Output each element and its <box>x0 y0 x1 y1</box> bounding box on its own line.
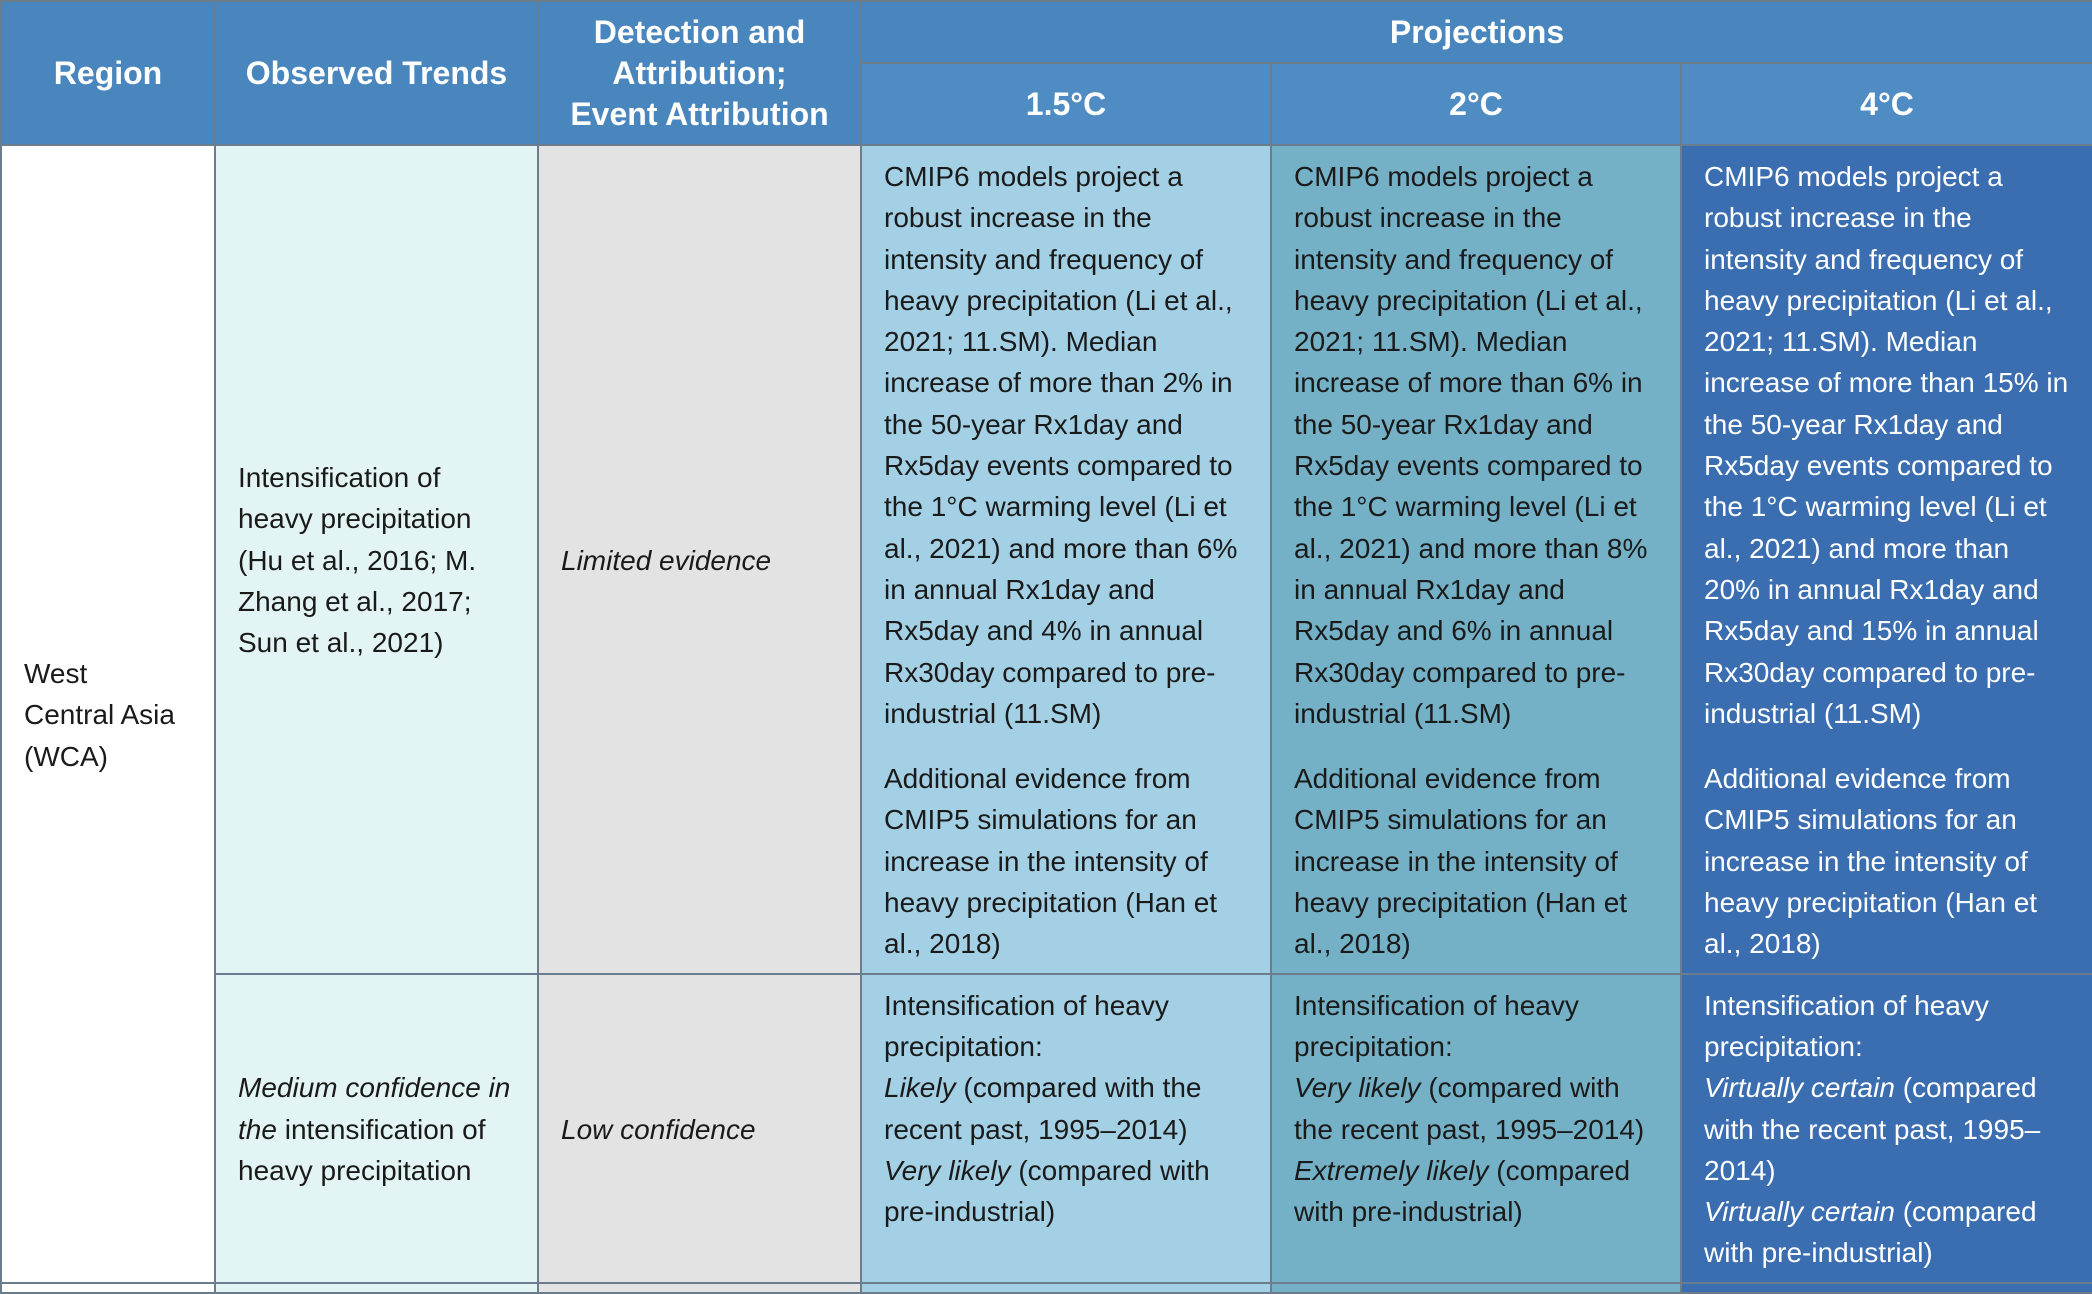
next-row-trend <box>215 1283 538 1293</box>
header-col-4c: 4°C <box>1681 63 2092 145</box>
projection-2c-intro: Intensification of heavy precipitation: <box>1294 989 1579 1062</box>
projection-2c-row2 <box>1271 974 1681 1283</box>
attribution-cell-row1 <box>538 145 861 974</box>
region-label: West Central Asia (WCA) <box>24 657 175 772</box>
attribution-text-row2: Low confidence <box>561 1113 756 1145</box>
projection-1-5c-likelihood-recent: Likely (compared with the recent past, 1995–2014) <box>884 1072 1202 1145</box>
trend-text-row2: intensification of heavy precipitation <box>238 1113 486 1186</box>
projection-4c-para2: Additional evidence from CMIP5 simulations for an increase in the intensity of heavy precipitation (Han et al., 2018) <box>1704 763 2038 960</box>
projection-1-5c-row1 <box>861 145 1271 974</box>
region-cell <box>1 145 215 1283</box>
projection-1-5c-likelihood-preindustrial: Very likely (compared with pre-industrial) <box>884 1154 1210 1228</box>
trend-cell-row1 <box>215 145 538 974</box>
header-detection-attribution: Detection and Attribution; Event Attribution <box>538 1 861 145</box>
header-projections: Projections <box>861 1 2092 63</box>
header-col-2c: 2°C <box>1271 63 1681 145</box>
projection-1-5c-row2 <box>861 974 1271 1283</box>
projection-1-5c-para2: Additional evidence from CMIP5 simulations for an increase in the intensity of heavy precipitation (Han et al., 2018) <box>884 763 1218 960</box>
header-region: Region <box>1 1 215 145</box>
next-row-2c <box>1271 1283 1681 1293</box>
projection-4c-intro: Intensification of heavy precipitation: <box>1704 989 1989 1062</box>
projection-1-5c-para1: CMIP6 models project a robust increase in the intensity and frequency of heavy precipitation (Li et al., 2021; 11.SM). Median increase of more than 2% in the 50-year Rx1day and Rx5day events compared to the 1°C warming level (Li et al., 2021) and more than 6% in annual Rx1day and Rx5day and 4% in annual Rx30day compared to pre-industrial (11.SM) <box>884 161 1238 729</box>
header-col-1-5c: 1.5°C <box>861 63 1271 145</box>
trend-confidence-row2: Medium confidence in the <box>238 1072 511 1145</box>
next-row-attribution <box>538 1283 861 1293</box>
next-row-fragment <box>1 1283 2092 1293</box>
next-row-region <box>1 1283 215 1293</box>
projection-4c-row2 <box>1681 974 2092 1283</box>
attribution-text-row1: Limited evidence <box>561 544 772 576</box>
projection-2c-para1: CMIP6 models project a robust increase in the intensity and frequency of heavy precipitation (Li et al., 2021; 11.SM). Median increase of more than 6% in the 50-year Rx1day and Rx5day events compared to the 1°C warming level (Li et al., 2021) and more than 8% in annual Rx1day and Rx5day and 6% in annual Rx30day compared to pre-industrial (11.SM) <box>1294 161 1648 729</box>
trend-text-row1: Intensification of heavy precipitation (Hu et al., 2016; M. Zhang et al., 2017; Sun et al., 2021) <box>238 462 477 659</box>
trend-cell-row2 <box>215 974 538 1283</box>
projection-4c-likelihood-recent: Virtually certain (compared with the recent past, 1995–2014) <box>1704 1072 2041 1186</box>
projection-4c-para1: CMIP6 models project a robust increase in the intensity and frequency of heavy precipitation (Li et al., 2021; 11.SM). Median increase of more than 15% in the 50-year Rx1day and Rx5day events compared to the 1°C warming level (Li et al., 2021) and more than 20% in annual Rx1day and Rx5day and 15% in annual Rx30day compared to pre-industrial (11.SM) <box>1704 161 2069 729</box>
projection-4c-row1 <box>1681 145 2092 974</box>
projection-1-5c-intro: Intensification of heavy precipitation: <box>884 989 1169 1062</box>
projection-2c-para2: Additional evidence from CMIP5 simulations for an increase in the intensity of heavy precipitation (Han et al., 2018) <box>1294 763 1628 960</box>
projection-2c-likelihood-recent: Very likely (compared with the recent past, 1995–2014) <box>1294 1072 1645 1145</box>
next-row-1-5c <box>861 1283 1271 1293</box>
attribution-cell-row2 <box>538 974 861 1283</box>
projection-2c-row1 <box>1271 145 1681 974</box>
next-row-4c <box>1681 1283 2092 1293</box>
header-observed-trends: Observed Trends <box>215 1 538 145</box>
projection-4c-likelihood-preindustrial: Virtually certain (compared with pre-industrial) <box>1704 1196 2037 1269</box>
projection-2c-likelihood-preindustrial: Extremely likely (compared with pre-industrial) <box>1294 1154 1631 1228</box>
